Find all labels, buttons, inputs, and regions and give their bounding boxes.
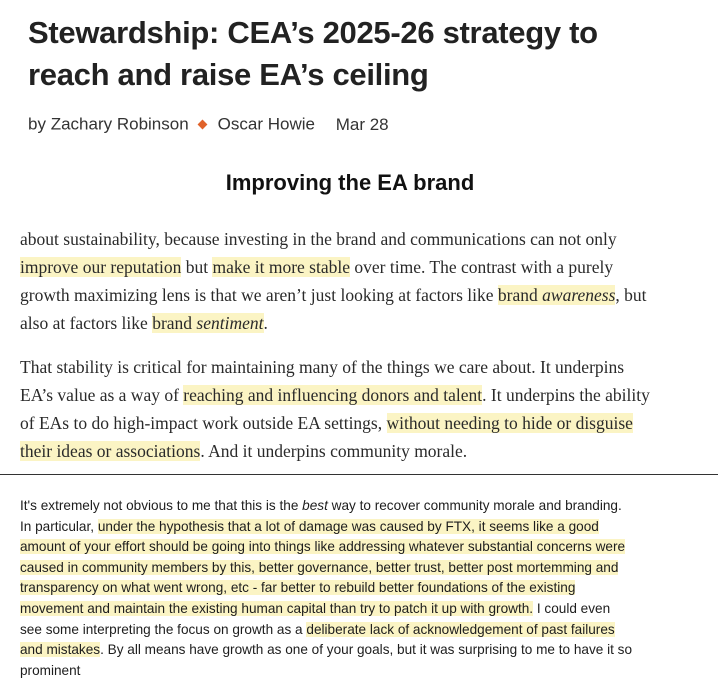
text-run: EA’s value as a way of	[20, 385, 184, 405]
article-paragraph-1	[20, 225, 710, 337]
highlight: movement and maintain the existing human capital than try to patch it up with growth.	[20, 600, 534, 616]
text-line	[20, 640, 710, 661]
author-link-oscar-howie[interactable]: Oscar Howie	[217, 114, 315, 134]
highlight: under the hypothesis that a lot of damage was caused by FTX, it seems like a good	[97, 518, 599, 534]
text-run: prominent	[20, 662, 81, 678]
emphasis: awareness	[542, 285, 616, 305]
post-title-line-1: Stewardship: CEA’s 2025-26 strategy to	[28, 15, 598, 50]
text-line	[20, 309, 710, 337]
text-line	[20, 353, 710, 381]
emphasis: sentiment	[196, 313, 264, 333]
highlight: make it more stable	[212, 257, 351, 277]
text-run: I could even	[533, 600, 611, 616]
text-line	[20, 253, 710, 281]
text-run: over time. The contrast with a purely	[350, 257, 614, 277]
article-excerpt	[20, 225, 710, 465]
text-run: but	[181, 257, 213, 277]
text-run: brand	[152, 313, 197, 333]
text-run: also at factors like	[20, 313, 153, 333]
highlight: their ideas or associations	[20, 441, 201, 461]
highlight: without needing to hide or disguise	[386, 413, 633, 433]
text-run: .	[263, 313, 268, 333]
text-line	[20, 517, 710, 538]
text-run: It's extremely not obvious to me that this is the	[20, 498, 303, 513]
highlight	[498, 285, 615, 305]
text-line	[20, 661, 710, 682]
highlight: reaching and influencing donors and talent	[183, 385, 483, 405]
highlight	[152, 313, 263, 333]
text-run: . By all means have growth as one of your goals, but it was surprising to me to have it so	[100, 642, 633, 658]
text-run: see some interpreting the focus on growth as a	[20, 621, 307, 637]
text-line	[20, 578, 710, 599]
emphasis: best	[302, 498, 328, 513]
highlight: transparency on what went wrong, etc - far better to rebuild better foundations of the existing	[20, 580, 576, 596]
text-run: That stability is critical for maintaining many of the things we care about. It underpins	[20, 357, 625, 377]
highlight: and mistakes	[20, 642, 101, 658]
byline-prefix: by	[28, 114, 46, 134]
highlight: improve our reputation	[20, 257, 182, 277]
text-run: In particular,	[20, 518, 98, 534]
text-line	[20, 620, 710, 641]
text-line	[20, 281, 710, 309]
post-date: Mar 28	[335, 114, 389, 134]
text-line	[20, 599, 710, 620]
text-run: about sustainability, because investing in the brand and communications can not only	[20, 229, 617, 249]
article-paragraph-2	[20, 353, 710, 465]
text-run: . It underpins the ability	[482, 385, 650, 405]
text-run: way to recover community morale and branding.	[327, 498, 622, 513]
post-title	[28, 12, 708, 96]
text-run: of EAs to do high-impact work outside EA settings,	[20, 413, 387, 433]
section-divider	[0, 474, 718, 475]
highlight: deliberate lack of acknowledgement of past failures	[306, 621, 615, 637]
text-line	[20, 558, 710, 579]
comment-text	[20, 496, 710, 681]
highlight: caused in community members by this, better governance, better trust, better post mortemming and	[20, 559, 619, 575]
text-run: . And it underpins community morale.	[200, 441, 468, 461]
text-run: growth maximizing lens is that we aren’t just looking at factors like	[20, 285, 498, 305]
author-separator-icon	[197, 120, 207, 130]
section-heading: Improving the EA brand	[225, 170, 475, 195]
text-line	[20, 537, 710, 558]
highlight: amount of your effort should be going into things like addressing whatever substantial concerns were	[20, 539, 626, 555]
byline	[28, 114, 389, 135]
text-line	[20, 496, 710, 517]
text-run: brand	[497, 285, 543, 305]
text-line	[20, 409, 710, 437]
text-run: , but	[615, 285, 647, 305]
post-title-line-2: reach and raise EA’s ceiling	[28, 57, 429, 92]
author-link-zachary-robinson[interactable]: Zachary Robinson	[50, 114, 189, 134]
text-line	[20, 437, 710, 465]
text-line	[20, 225, 710, 253]
text-line	[20, 381, 710, 409]
